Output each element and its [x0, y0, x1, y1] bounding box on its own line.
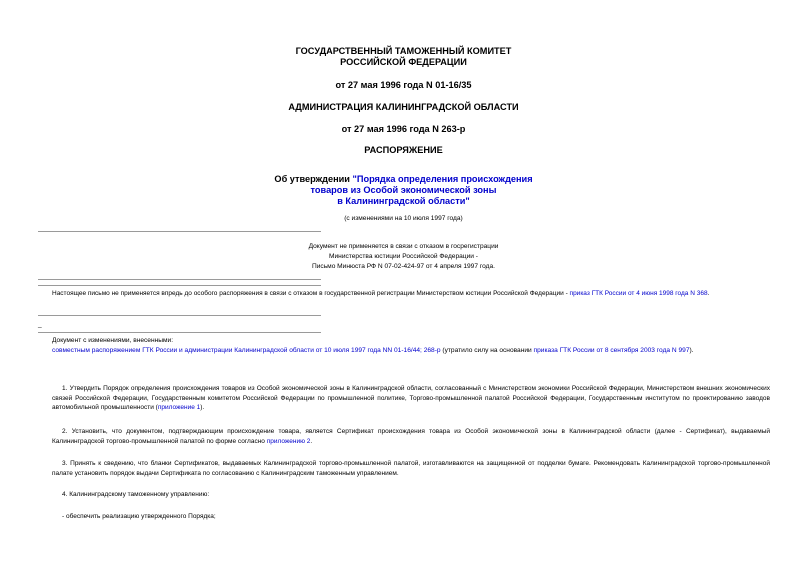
document-title: [0, 174, 807, 185]
appendix-1-link[interactable]: приложение 1: [157, 404, 201, 412]
administration-date: от 27 мая 1996 года N 263-р: [341, 124, 466, 134]
amendments-label: Документ с изменениями, внесенными:: [52, 337, 174, 344]
title-link-part2[interactable]: товаров из Особой экономической зоны: [310, 185, 497, 195]
amendment-link-2[interactable]: приказа ГТК России от 8 сентября 2003 года N 997: [533, 347, 690, 354]
paragraph-2: 2. Установить, что документом, подтверждающим происхождение товара, является Сертификат происхождения товара из Особой экономической зоны в Калининградской области (далее - Сертификат), выдаваемый Калининградской торгово-промышленной палатой по форме согласно приложению 2.: [52, 428, 770, 445]
title-link-part3[interactable]: в Калининградской области": [337, 196, 470, 206]
divider: [38, 231, 321, 232]
divider: [38, 332, 321, 333]
divider: [38, 315, 321, 316]
separator-mark: _: [38, 321, 42, 328]
title-prefix: Об утверждении: [274, 174, 353, 184]
divider: [38, 285, 321, 286]
notice-line3: Письмо Минюста РФ N 07-02-424-97 от 4 апреля 1997 года.: [312, 263, 495, 270]
issuer-title-line1: ГОСУДАРСТВЕННЫЙ ТАМОЖЕННЫЙ КОМИТЕТ: [295, 46, 512, 56]
order-link-368[interactable]: приказ ГТК России от 4 июня 1998 года N 368: [569, 290, 708, 297]
document-type: РАСПОРЯЖЕНИЕ: [364, 145, 443, 155]
document-title-line3: [0, 196, 807, 207]
paragraph-1: 1. Утвердить Порядок определения происхождения товаров из Особой экономической зоны в Калининградской области, согласованный с Министерством экономики Российской Федерации, Министерством внешних экономических связей Российской Федерации, Государственным комитетом Российской Федерации по промышленной политике, Торгово-промышленной палатой Российской Федерации, Государственным институтом по проектированию заводов автомобильной промышленности (приложение 1).: [52, 385, 770, 412]
paragraph-5: - обеспечить реализацию утвержденного Порядка;: [62, 513, 216, 520]
registration-note: Настоящее письмо не применяется впредь до особого распоряжения в связи с отказом в государственной регистрации Министерством юстиции Российской Федерации - приказ ГТК России от 4 июня 1998 года N 368.: [52, 290, 710, 297]
paragraph-4: 4. Калининградскому таможенному управлению:: [62, 491, 210, 498]
registration-note-text: Настоящее письмо не применяется впредь до особого распоряжения в связи с отказом в государственной регистрации Министерством юстиции Российской Федерации -: [52, 290, 570, 297]
amendments-list: совместным распоряжением ГТК России и администрации Калининградской области от 10 июля 1997 года NN 01-16/44; 268-р (утратило силу на основании приказа ГТК России от 8 сентября 2003 года N 997).: [52, 347, 694, 354]
changes-note: (с изменениями на 10 июля 1997 года): [344, 215, 463, 222]
paragraph-3: 3. Принять к сведению, что бланки Сертификатов, выдаваемых Калининградской торгово-промышленной палатой, изготавливаются на защищенной от подделки бумаге. Рекомендовать Калининградской торгово-промышленной палате установить порядок выдачи Сертификата по согласованию с Калининградским таможенным управлением.: [52, 460, 770, 477]
divider: [38, 279, 321, 280]
document-title-line2: [0, 185, 807, 196]
issuer-title-line2: РОССИЙСКОЙ ФЕДЕРАЦИИ: [340, 57, 467, 67]
notice-line2: Министерства юстиции Российской Федерации -: [329, 253, 478, 260]
issuer-date: от 27 мая 1996 года N 01-16/35: [335, 80, 472, 90]
notice-line1: Документ не применяется в связи с отказом в госрегистрации: [308, 243, 499, 250]
amendment-link-1[interactable]: совместным распоряжением ГТК России и администрации Калининградской области от 10 июля 1997 года NN 01-16/44; 268-р: [52, 347, 441, 354]
administration-title: АДМИНИСТРАЦИЯ КАЛИНИНГРАДСКОЙ ОБЛАСТИ: [288, 102, 519, 112]
title-link-part1[interactable]: "Порядка определения происхождения: [352, 174, 533, 184]
appendix-2-link[interactable]: приложению 2: [266, 437, 311, 445]
